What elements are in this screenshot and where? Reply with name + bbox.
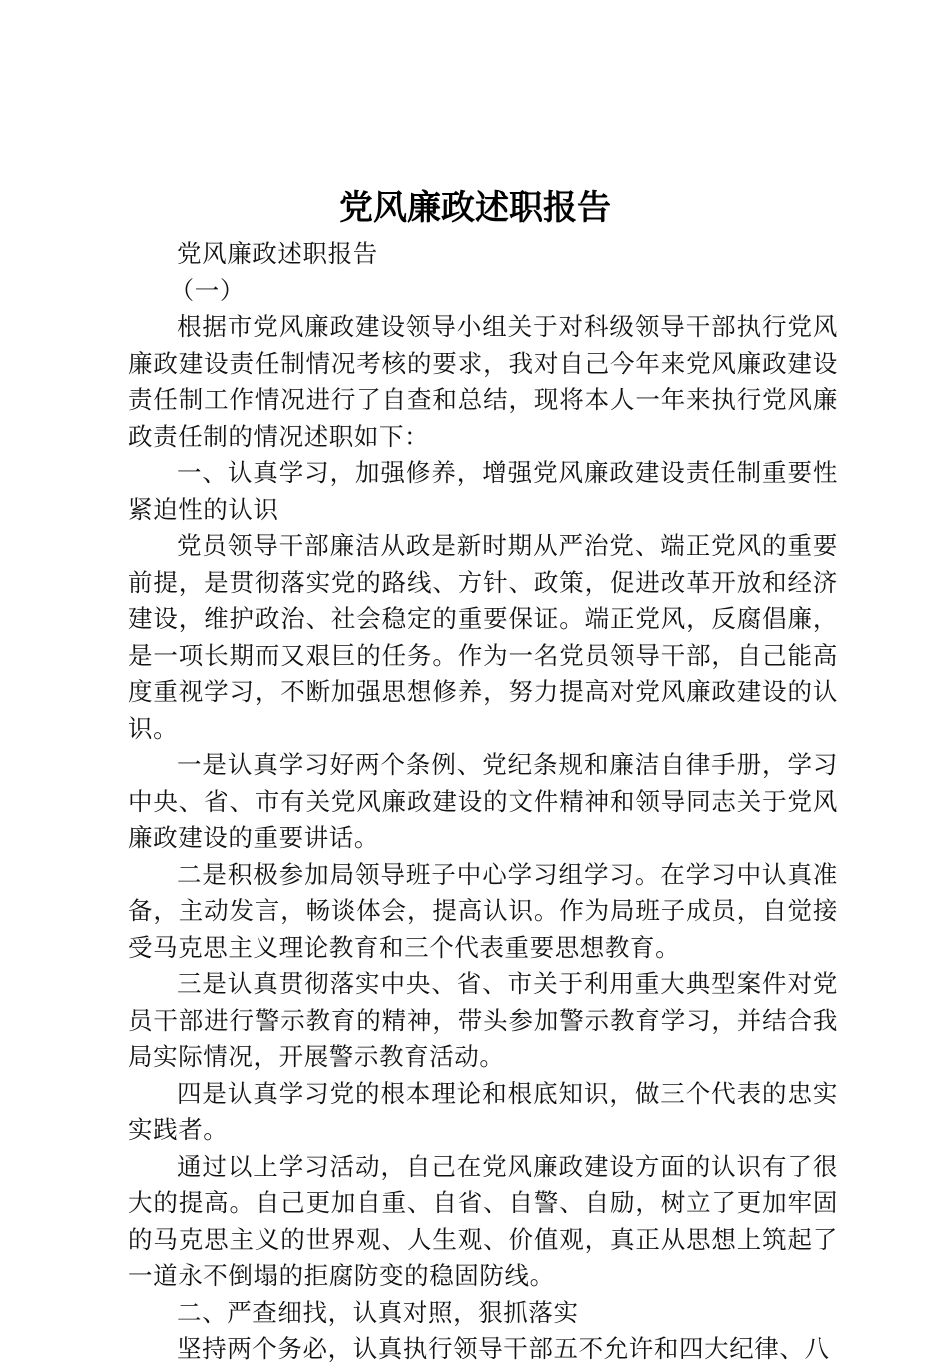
section-heading: 二、严查细找，认真对照，狠抓落实 (177, 1297, 579, 1327)
paragraph: 三是认真贯彻落实中央、省、市关于利用重大典型案件对党员干部进行警示教育的精神，带头参加警示教育学习，并结合我局实际情况，开展警示教育活动。 (128, 969, 838, 1071)
paragraph: 通过以上学习活动，自己在党风廉政建设方面的认识有了很大的提高。自己更加自重、自省、自警、自励，树立了更加牢固的马克思主义的世界观、人生观、价值观，真正从思想上筑起了一道永不倒塌的拒腐防变的稳固防线。 (128, 1151, 838, 1290)
document-title: 党风廉政述职报告 (339, 188, 611, 228)
paragraph: 坚持两个务必，认真执行领导干部五不允许和四大纪律、八 (177, 1334, 830, 1363)
document-subtitle: 党风廉政述职报告 (177, 239, 378, 268)
paragraph: 四是认真学习党的根本理论和根底知识，做三个代表的忠实实践者。 (128, 1078, 838, 1144)
paragraph: 二是积极参加局领导班子中心学习组学习。在学习中认真准备，主动发言，畅谈体会，提高认识。作为局班子成员，自觉接受马克思主义理论教育和三个代表重要思想教育。 (128, 859, 838, 962)
paragraph: 根据市党风廉政建设领导小组关于对科级领导干部执行党风廉政建设责任制情况考核的要求，我对自己今年来党风廉政建设责任制工作情况进行了自查和总结，现将本人一年来执行党风廉政责任制的情况述职如下： (128, 312, 838, 451)
paragraph: 一是认真学习好两个条例、党纪条规和廉洁自律手册，学习中央、省、市有关党风廉政建设的文件精神和领导同志关于党风廉政建设的重要讲话。 (128, 750, 838, 852)
section-marker: （一） (169, 275, 245, 305)
document-body (128, 236, 838, 1368)
section-heading: 一、认真学习，加强修养，增强党风廉政建设责任制重要性紧迫性的认识 (128, 458, 838, 524)
paragraph: 党员领导干部廉洁从政是新时期从严治党、端正党风的重要前提，是贯彻落实党的路线、方针、政策，促进改革开放和经济建设，维护政治、社会稳定的重要保证。端正党风，反腐倡廉，是一项长期而又艰巨的任务。作为一名党员领导干部，自己能高度重视学习，不断加强思想修养，努力提高对党风廉政建设的认识。 (128, 531, 838, 743)
